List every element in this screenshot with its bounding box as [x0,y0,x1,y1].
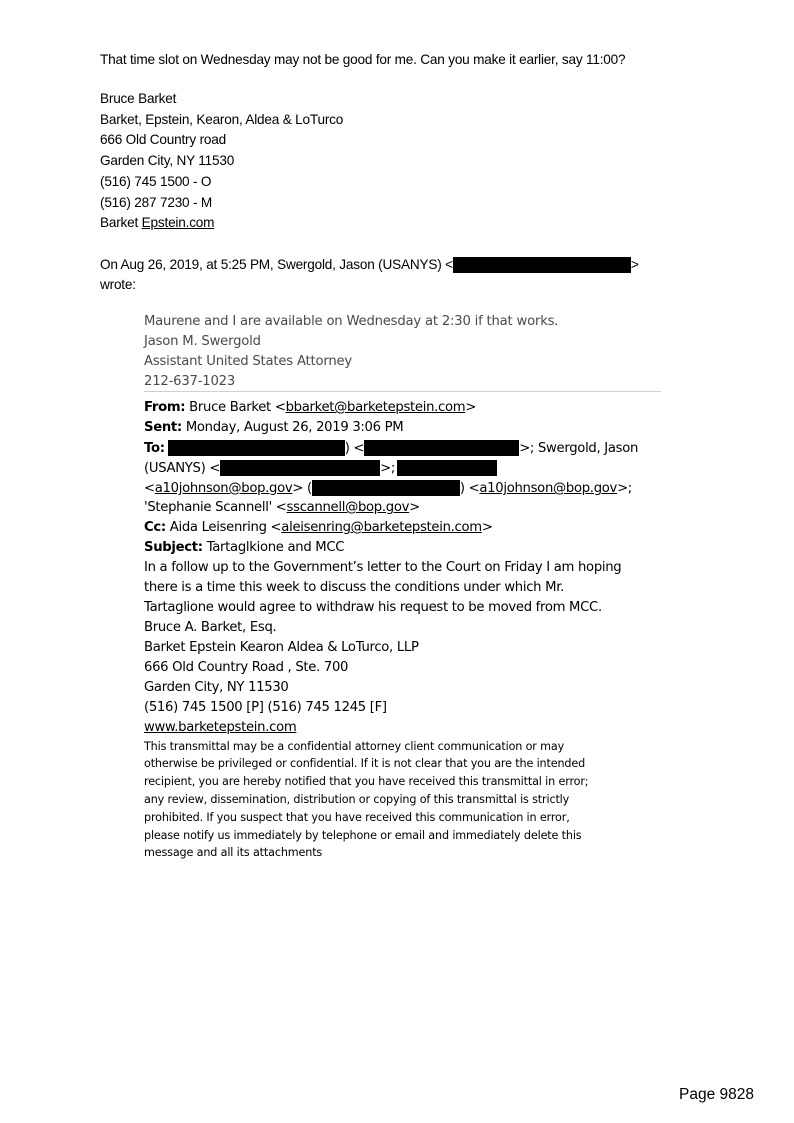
redaction-block [364,440,519,456]
to-end: >; [617,481,632,496]
signature-website [100,215,214,230]
to-paren-close: ) < [459,481,480,496]
quoted-sig-phone: 212-637-1023 [144,374,236,389]
to-label: To: [144,441,165,456]
fwd-sig-line: Bruce A. Barket, Esq. [144,620,277,635]
body-line: there is a time this week to discuss the conditions under which Mr. [144,580,565,595]
fwd-sig-line: 666 Old Country Road , Ste. 700 [144,660,349,675]
disclaimer-line: This transmittal may be a confidential attorney client communication or may [144,740,565,753]
redaction-block [168,440,345,456]
sent-value: Monday, August 26, 2019 3:06 PM [181,420,404,435]
fwd-sig-line: Barket Epstein Kearon Aldea & LoTurco, LLP [144,640,419,655]
redaction-block [312,480,460,496]
to-paren-open: ) < [344,441,365,456]
from-line [144,400,476,415]
fwd-sig-line: Garden City, NY 11530 [144,680,289,695]
disclaimer-line: please notify us immediately by telephone or email and immediately delete this [144,829,582,842]
to-line-3 [144,480,632,496]
to-email1-link[interactable]: a10johnson@bop.gov [154,481,293,496]
to-line-1 [144,440,638,456]
to-email2-link[interactable]: a10johnson@bop.gov [479,481,618,496]
subject-label: Subject: [144,540,203,555]
reply-body: That time slot on Wednesday may not be good for me. Can you make it earlier, say 11:00? [100,52,626,67]
from-name: Bruce Barket < [185,400,286,415]
redaction-block [453,257,631,273]
signature-website-link[interactable]: Epstein.com [141,215,215,230]
to-mid: > ( [292,481,312,496]
signature-address1: 666 Old Country road [100,132,226,147]
quote-header-line2: wrote: [100,277,136,292]
disclaimer-line: recipient, you are hereby notified that you have received this transmittal in error; [144,775,589,788]
body-line: Tartaglione would agree to withdraw his request to be moved from MCC. [144,600,602,615]
page-number: Page 9828 [679,1086,754,1103]
from-label: From: [144,400,186,415]
disclaimer-line: message and all its attachments [144,846,323,859]
quote-header-prefix: On Aug 26, 2019, at 5:25 PM, Swergold, Jason (USANYS) < [100,257,453,272]
sent-line [144,420,403,435]
to-usanys: (USANYS) < [144,461,221,476]
redaction-block [397,460,497,476]
from-close: > [465,400,477,415]
cc-line [144,520,493,535]
to-after: >; Swergold, Jason [519,441,639,456]
to-stephanie: 'Stephanie Scannell' < [144,500,287,515]
disclaimer-line: any review, dissemination, distribution or copying of this transmittal is strictly [144,793,570,806]
signature-phone-office: (516) 745 1500 - O [100,174,212,189]
disclaimer-line: prohibited. If you suspect that you have received this communication in error, [144,811,570,824]
to-line-4 [144,500,420,515]
to-semicolon: >; [380,461,396,476]
signature-firm: Barket, Epstein, Kearon, Aldea & LoTurco [100,112,344,127]
to-line-2 [144,460,497,476]
quoted-sig-name: Jason M. Swergold [144,334,261,349]
quoted-body: Maurene and I are available on Wednesday at 2:30 if that works. [144,314,559,329]
subject-value: Tartaglkione and MCC [202,540,345,555]
body-line: In a follow up to the Government’s letter to the Court on Friday I am hoping [144,560,622,575]
signature-website-prefix: Barket [100,215,142,230]
to-stephanie-close: > [409,500,420,515]
disclaimer-line: otherwise be privileged or confidential. If it is not clear that you are the intended [144,757,586,770]
sent-label: Sent: [144,420,182,435]
to-stephanie-email-link[interactable]: sscannell@bop.gov [286,500,410,515]
signature-address2: Garden City, NY 11530 [100,153,235,168]
fwd-sig-line: (516) 745 1500 [P] (516) 745 1245 [F] [144,700,387,715]
cc-name: Aida Leisenring < [165,520,282,535]
from-email-link[interactable]: bbarket@barketepstein.com [285,400,466,415]
cc-label: Cc: [144,520,166,535]
quoted-sig-title: Assistant United States Attorney [144,354,353,369]
separator-rule [144,391,661,392]
to-lt: < [144,481,155,496]
redaction-block [220,460,380,476]
cc-email-link[interactable]: aleisenring@barketepstein.com [281,520,482,535]
signature-phone-mobile: (516) 287 7230 - M [100,195,213,210]
fwd-website-link[interactable]: www.barketepstein.com [144,720,297,735]
subject-line [144,540,344,555]
cc-close: > [481,520,493,535]
quote-header-line1 [100,257,639,273]
quote-header-suffix: > [630,257,639,272]
signature-name: Bruce Barket [100,91,177,106]
